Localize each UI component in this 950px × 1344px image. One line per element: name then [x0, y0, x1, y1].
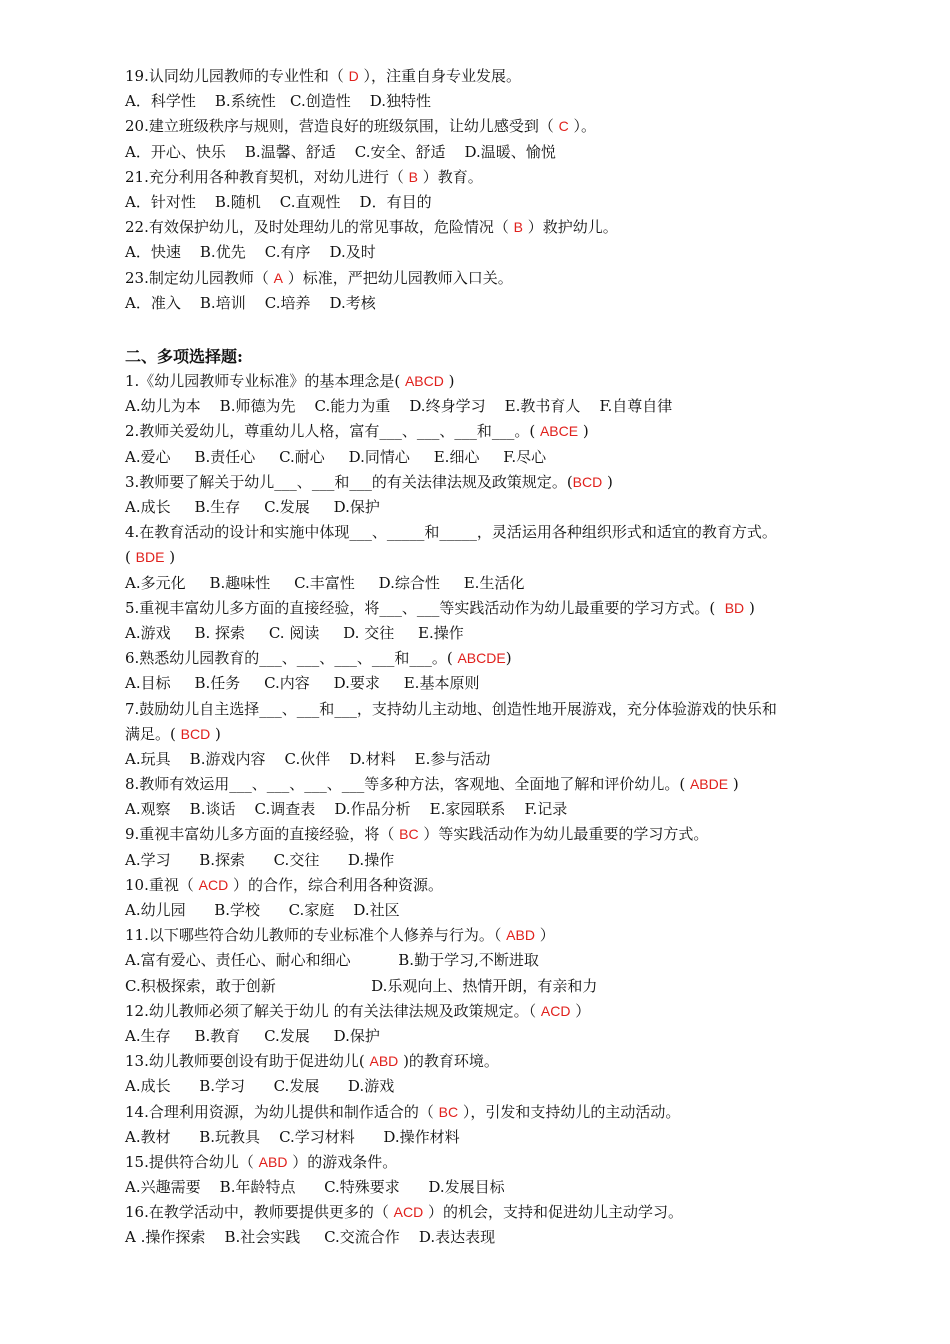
question-stem: 2.教师关爱幼儿，尊重幼儿人格，富有___、___、___和___。( ABCE ): [125, 422, 589, 441]
answer: BCD: [572, 473, 603, 490]
options: A.幼儿为本 B.师德为先 C.能力为重 D.终身学习 E.教书育人 F.自尊自律: [125, 397, 673, 416]
question-stem: 22.有效保护幼儿，及时处理幼儿的常见事故，危险情况（ B ）救护幼儿。: [125, 218, 618, 237]
mc-question-8: [125, 772, 865, 822]
question-stem: 5.重视丰富幼儿多方面的直接经验，将___、___等实践活动作为幼儿最重要的学习方式。( BD ): [125, 598, 755, 617]
question-stem: 3.教师要了解关于幼儿___、___和___的有关法律法规及政策规定。(BCD ): [125, 472, 613, 491]
mc-question-11: [125, 923, 865, 999]
answer: ACD: [198, 876, 229, 893]
question-19: [125, 64, 865, 114]
mc-question-10: [125, 873, 865, 923]
answer: BC: [438, 1103, 459, 1120]
question-stem: 8.教师有效运用___、___、___、___等多种方法，客观地、全面地了解和评价幼儿。( ABDE ): [125, 775, 739, 794]
mc-question-2: [125, 419, 865, 469]
options: A．开心、快乐 B.温馨、舒适 C.安全、舒适 D.温暖、愉悦: [125, 142, 556, 161]
answer: C: [558, 118, 569, 135]
answer: B: [408, 168, 418, 185]
question-23: [125, 266, 865, 316]
answer: ACD: [393, 1204, 424, 1221]
options: A.目标 B.任务 C.内容 D.要求 E.基本原则: [125, 674, 480, 693]
question-stem: 12.幼儿教师必须了解关于幼儿 的有关法律法规及政策规定。（ ACD ）: [125, 1001, 591, 1020]
question-stem: 7.鼓励幼儿自主选择___、___和___，支持幼儿主动地、创造性地开展游戏，充分体验游戏的快乐和: [125, 699, 777, 718]
options: A.富有爱心、责任心、耐心和细心 B.勤于学习,不断进取: [125, 951, 539, 970]
question-stem: 20.建立班级秩序与规则，营造良好的班级氛围，让幼儿感受到（ C ）。: [125, 117, 597, 136]
question-stem: 16.在教学活动中，教师要提供更多的（ ACD ）的机会，支持和促进幼儿主动学习。: [125, 1203, 683, 1222]
options: A.学习 B.探索 C.交往 D.操作: [125, 850, 395, 869]
mc-question-1: [125, 369, 865, 419]
mc-question-15: [125, 1150, 865, 1200]
options: A.成长 B.学习 C.发展 D.游戏: [125, 1077, 395, 1096]
options: A．快速 B.优先 C.有序 D.及时: [125, 243, 376, 262]
mc-question-7: [125, 697, 865, 773]
mc-question-13: [125, 1049, 865, 1099]
question-stem-continued: ( BDE ): [125, 548, 176, 567]
question-20: [125, 114, 865, 164]
section-gap: [125, 316, 865, 344]
answer: BD: [724, 599, 745, 616]
options: A.教材 B.玩教具 C.学习材料 D.操作材料: [125, 1127, 460, 1146]
question-stem: 19.认同幼儿园教师的专业性和（ D ），注重自身专业发展。: [125, 67, 522, 85]
options: A.成长 B.生存 C.发展 D.保护: [125, 498, 380, 516]
answer: B: [513, 219, 523, 236]
options-row-2: C.积极探索，敢于创新 D.乐观向上、热情开朗，有亲和力: [125, 976, 598, 995]
answer: BCD: [180, 725, 211, 742]
question-stem: 11.以下哪些符合幼儿教师的专业标准个人修养与行为。（ ABD ）: [125, 926, 555, 945]
answer: ABD: [369, 1053, 399, 1070]
answer: D: [348, 68, 359, 84]
answer: ABCD: [404, 373, 444, 390]
answer: BC: [399, 826, 419, 843]
question-stem: 9.重视丰富幼儿多方面的直接经验，将（ BC ）等实践活动作为幼儿最重要的学习方式。: [125, 825, 709, 844]
question-stem: 15.提供符合幼儿（ ABD ）的游戏条件。: [125, 1152, 398, 1171]
question-stem: 14.合理利用资源，为幼儿提供和制作适合的（ BC ），引发和支持幼儿的主动活动。: [125, 1102, 681, 1121]
question-stem: 4.在教育活动的设计和实施中体现___、_____和_____，灵活运用各种组织形式和适宜的教育方式。: [125, 523, 777, 542]
section-heading: 二、多项选择题:: [125, 346, 243, 366]
options: A.生存 B.教育 C.发展 D.保护: [125, 1026, 380, 1045]
answer: ABCDE: [457, 650, 506, 667]
options: A.爱心 B.责任心 C.耐心 D.同情心 E.细心 F.尽心: [125, 447, 547, 466]
mc-question-14: [125, 1100, 865, 1150]
mc-question-6: [125, 646, 865, 696]
answer: A: [273, 269, 283, 286]
mc-question-16: [125, 1200, 865, 1250]
mc-question-5: [125, 596, 865, 646]
mc-question-3: [125, 470, 865, 520]
question-stem: 21.充分利用各种教育契机，对幼儿进行（ B ）教育。: [125, 167, 483, 186]
answer: ABD: [258, 1153, 288, 1170]
question-stem: 23.制定幼儿园教师（ A ）标准，严把幼儿园教师入口关。: [125, 268, 513, 287]
answer: ACD: [540, 1002, 571, 1019]
options: A．科学性 B.系统性 C.创造性 D.独特性: [125, 92, 432, 111]
question-stem: 1.《幼儿园教师专业标准》的基本理念是( ABCD ): [125, 372, 455, 391]
options: A .操作探索 B.社会实践 C.交流合作 D.表达表现: [125, 1228, 496, 1247]
answer: BDE: [135, 549, 165, 566]
options: A.玩具 B.游戏内容 C.伙伴 D.材料 E.参与活动: [125, 749, 491, 768]
options: A.游戏 B. 探索 C. 阅读 D. 交往 E.操作: [125, 623, 464, 642]
question-stem: 10.重视（ ACD ）的合作，综合利用各种资源。: [125, 875, 443, 894]
question-21: [125, 165, 865, 215]
mc-question-4: [125, 520, 865, 596]
question-stem: 13.幼儿教师要创设有助于促进幼儿( ABD )的教育环境。: [125, 1052, 499, 1071]
options: A．准入 B.培训 C.培养 D.考核: [125, 293, 376, 312]
answer: ABD: [506, 927, 535, 944]
question-stem-continued: 满足。( BCD ): [125, 724, 221, 743]
mc-question-9: [125, 822, 865, 872]
mc-question-12: [125, 999, 865, 1049]
answer: ABDE: [689, 776, 729, 793]
options: A.幼儿园 B.学校 C.家庭 D.社区: [125, 901, 400, 919]
options: A.观察 B.谈话 C.调查表 D.作品分析 E.家园联系 F.记录: [125, 800, 568, 819]
options: A.兴趣需要 B.年龄特点 C.特殊要求 D.发展目标: [125, 1178, 505, 1197]
options: A．针对性 B.随机 C.直观性 D．有目的: [125, 192, 432, 211]
question-22: [125, 215, 865, 265]
document-page: [125, 64, 865, 1251]
answer: ABCE: [539, 423, 579, 440]
question-stem: 6.熟悉幼儿园教育的___、___、___、___和___。( ABCDE): [125, 649, 512, 668]
options: A.多元化 B.趣味性 C.丰富性 D.综合性 E.生活化: [125, 573, 525, 592]
